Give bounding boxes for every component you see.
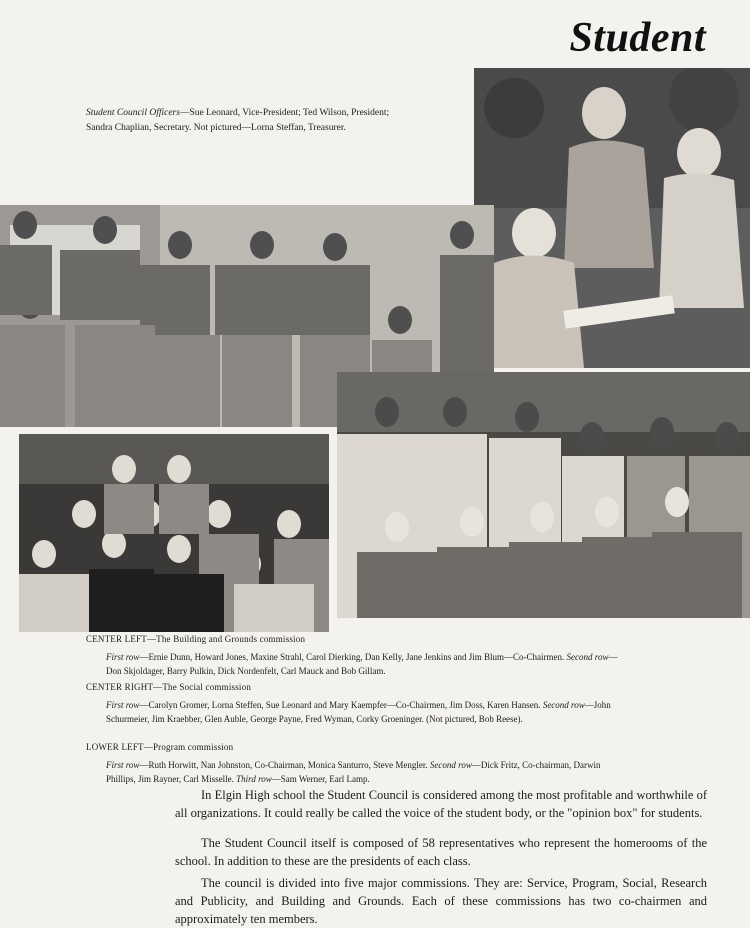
row-names: —Don Skjoldager, Barry Pulkin, Dick Nordenfelt, Carl Mauck and Bob Gillam. [106, 652, 618, 676]
row-names: —John Schurmeier, Jim Kraebber, Glen Auble, George Payne, Fred Wyman, Corky Groeninger. (Not pictured, Bob Reese). [106, 700, 611, 724]
commission-members [86, 650, 626, 678]
row-label: First row [106, 700, 140, 710]
row-label: Third row [236, 774, 272, 784]
row-label: Second row [429, 760, 472, 770]
officers-caption [86, 106, 416, 136]
row-label: First row [106, 652, 140, 662]
social-photo [337, 372, 750, 618]
commission-title: CENTER LEFT—The Building and Grounds commission [86, 634, 306, 644]
commission-members [86, 758, 626, 786]
row-names: —Sam Werner, Earl Lamp. [271, 774, 370, 784]
commission-building-grounds [86, 634, 626, 678]
page-heading: Student [569, 15, 706, 61]
commission-social [86, 682, 626, 726]
officers-caption-text: —Sue Leonard, Vice-President; Ted Wilson, President; Sandra Chaplian, Secretary. Not pictured—Lorna Steffan, Treasurer. [86, 108, 390, 133]
commission-members [86, 698, 626, 726]
program-photo [19, 434, 329, 632]
row-names: —Carolyn Gromer, Lorna Steffen, Sue Leonard and Mary Kaempfer—Co-Chairmen, Jim Doss, Karen Hansen. [139, 700, 541, 710]
commission-title: LOWER LEFT—Program commission [86, 742, 234, 752]
commission-program [86, 742, 626, 786]
body-paragraph-2: The Student Council itself is composed of 58 representatives who represent the homerooms of the school. In addition to these are the presidents of each class. [175, 836, 707, 868]
body-paragraph-3: The council is divided into five major commissions. They are: Service, Program, Social, Research and Publicity, and Building and Grounds. Each of these commissions has two co-chairmen and approximately ten members. [175, 876, 707, 926]
row-names: —Dick Fritz, Co-chairman, Darwin Phillips, Jim Rayner, Carl Misselle. [106, 760, 601, 784]
commission-title: CENTER RIGHT—The Social commission [86, 682, 252, 692]
officers-caption-label: Student Council Officers [86, 108, 180, 118]
row-label: Second row [566, 652, 609, 662]
row-names: —Ernie Dunn, Howard Jones, Maxine Strahl, Carol Dierking, Dan Kelly, Jane Jenkins and Jim Blum—Co-Chairmen. [139, 652, 565, 662]
officers-photo [474, 68, 750, 368]
row-label: Second row [542, 700, 585, 710]
row-label: First row [106, 760, 140, 770]
body-paragraph-1: In Elgin High school the Student Council is considered among the most profitable and worthwhile of all organizations. It could really be called the voice of the student body, or the "opinion box" for students. [175, 788, 707, 820]
row-names: —Ruth Horwitt, Nan Johnston, Co-Chairman, Monica Santurro, Steve Mengler. [139, 760, 428, 770]
